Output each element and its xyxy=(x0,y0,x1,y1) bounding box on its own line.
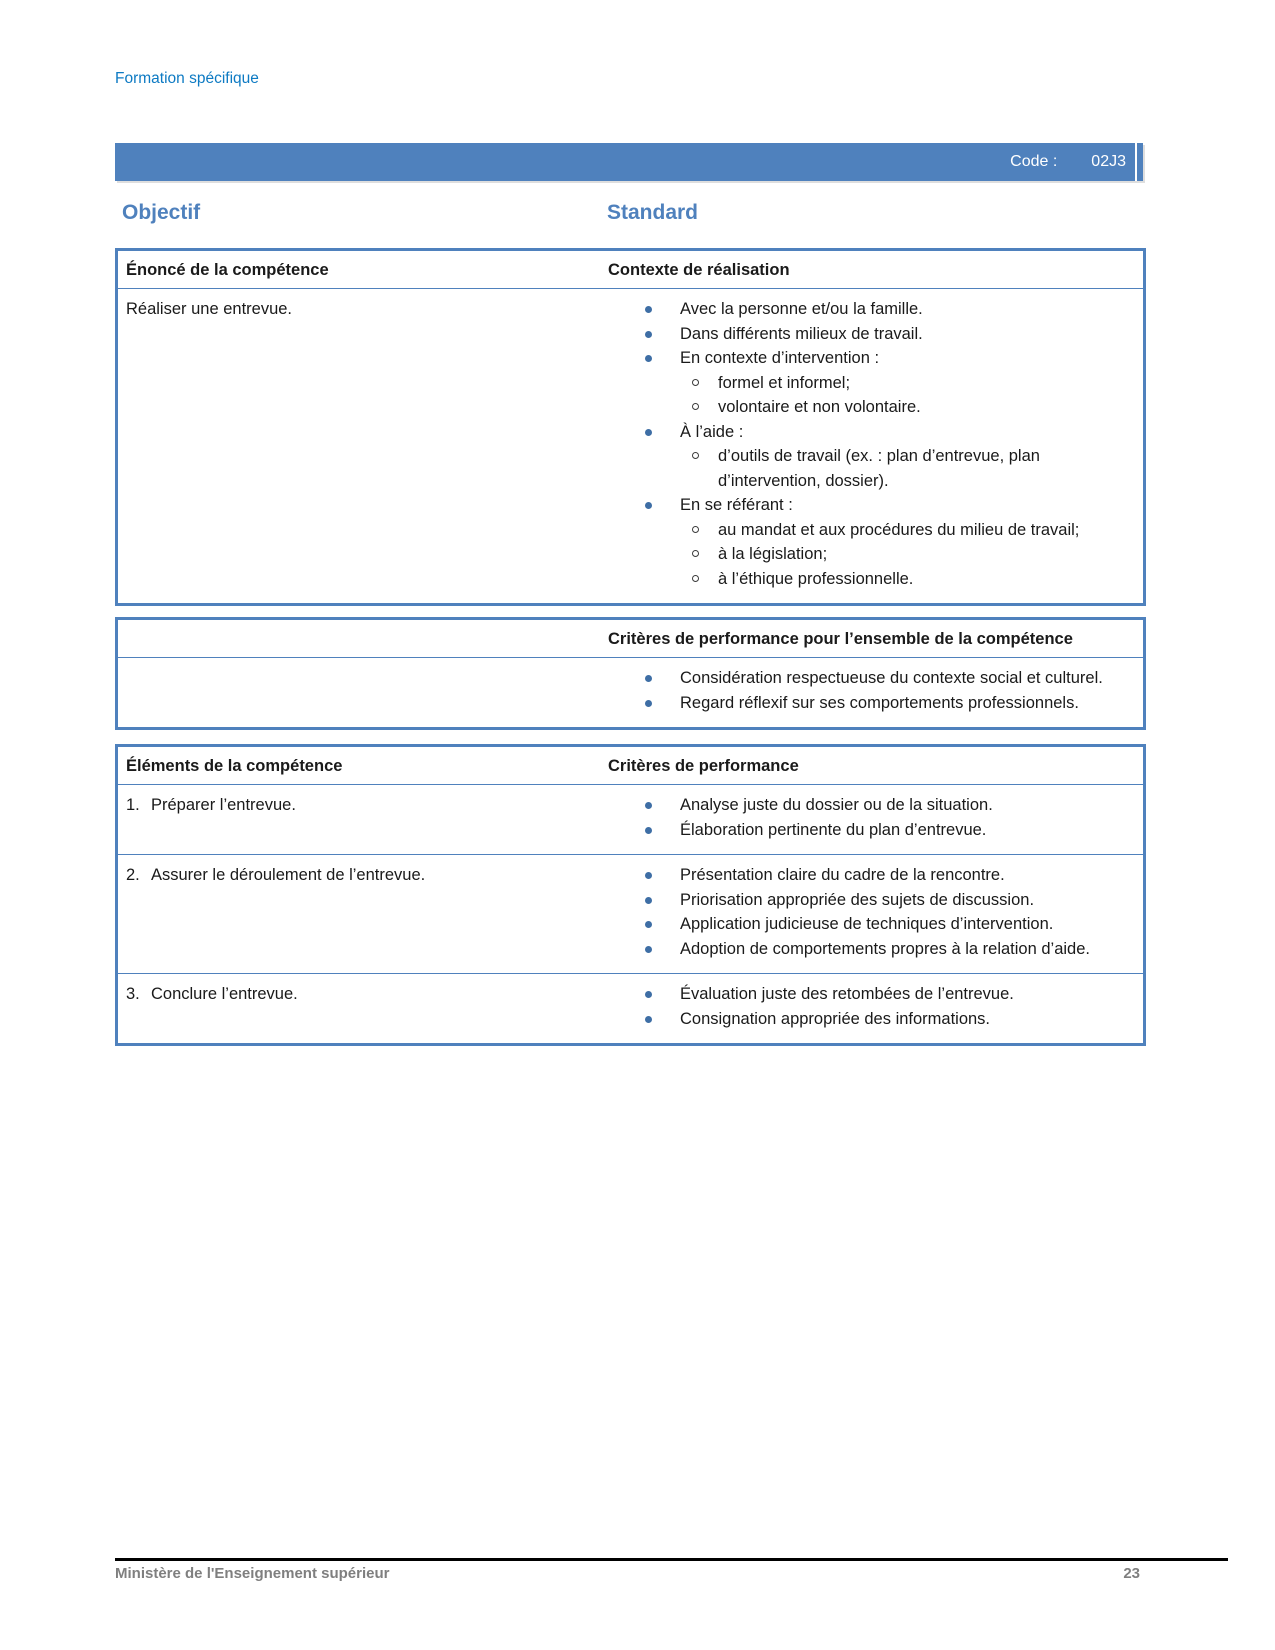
list-subitem: à l’éthique professionnelle. xyxy=(608,567,1131,592)
criteres-ensemble-list xyxy=(608,666,1131,715)
enonce-header-cell: Énoncé de la compétence xyxy=(118,251,600,289)
page-content xyxy=(115,143,1146,1046)
list-subitem: au mandat et aux procédures du milieu de travail; xyxy=(608,518,1131,543)
list-subitem: à la législation; xyxy=(608,542,1131,567)
list-item: Priorisation appropriée des sujets de discussion. xyxy=(608,888,1131,913)
criteria-cell-3 xyxy=(600,974,1143,1043)
criteria-cell-1 xyxy=(600,785,1143,855)
criteres-ensemble-header-cell: Critères de performance pour l’ensemble de la compétence xyxy=(600,620,1143,658)
list-item: Avec la personne et/ou la famille. xyxy=(608,297,1131,322)
list-item: Évaluation juste des retombées de l’entrevue. xyxy=(608,982,1131,1007)
list-item: Regard réflexif sur ses comportements professionnels. xyxy=(608,691,1131,716)
section-headings xyxy=(115,200,1146,226)
criteria-cell-2 xyxy=(600,855,1143,974)
footer-text: Ministère de l'Enseignement supérieur xyxy=(115,1565,390,1582)
element-text: Assurer le déroulement de l’entrevue. xyxy=(151,866,426,884)
criteres-ensemble-body-cell xyxy=(600,658,1143,727)
contexte-header-cell: Contexte de réalisation xyxy=(600,251,1143,289)
list-item: Consignation appropriée des informations. xyxy=(608,1007,1131,1032)
list-item: En contexte d’intervention : xyxy=(608,346,1131,371)
numbered-element xyxy=(126,793,588,818)
list-item: Application judicieuse de techniques d’intervention. xyxy=(608,912,1131,937)
list-item: Adoption de comportements propres à la relation d’aide. xyxy=(608,937,1131,962)
list-subitem: formel et informel; xyxy=(608,371,1131,396)
code-bar-divider xyxy=(1135,143,1137,181)
empty-body-cell xyxy=(118,658,600,727)
contexte-body-cell xyxy=(600,289,1143,603)
list-item: Élaboration pertinente du plan d’entrevue. xyxy=(608,818,1131,843)
table-enonce-competence xyxy=(115,248,1146,606)
numbered-element xyxy=(126,982,588,1007)
list-item: Présentation claire du cadre de la rencontre. xyxy=(608,863,1131,888)
element-number: 1. xyxy=(126,796,140,814)
list-item: Dans différents milieux de travail. xyxy=(608,322,1131,347)
objectif-heading: Objectif xyxy=(122,201,201,224)
list-subitem: volontaire et non volontaire. xyxy=(608,395,1131,420)
table-elements-competence xyxy=(115,744,1146,1046)
criteres-header-cell: Critères de performance xyxy=(600,747,1143,785)
element-text: Préparer l’entrevue. xyxy=(151,796,296,814)
criteria-list xyxy=(608,793,1131,842)
standard-heading: Standard xyxy=(607,201,699,224)
criteria-list xyxy=(608,863,1131,961)
numbered-element xyxy=(126,863,588,888)
enonce-body-cell xyxy=(118,289,600,603)
code-value: 02J3 xyxy=(1091,153,1126,170)
element-cell-1 xyxy=(118,785,600,855)
table-criteres-ensemble xyxy=(115,617,1146,730)
element-cell-3 xyxy=(118,974,600,1043)
list-item: Analyse juste du dossier ou de la situation. xyxy=(608,793,1131,818)
element-cell-2 xyxy=(118,855,600,974)
element-number: 3. xyxy=(126,985,140,1003)
empty-header-cell xyxy=(118,620,600,658)
code-label: Code : xyxy=(1010,153,1058,170)
enonce-text: Réaliser une entrevue. xyxy=(126,300,293,318)
page-number: 23 xyxy=(1123,1565,1140,1582)
contexte-list xyxy=(608,297,1131,591)
list-item: À l’aide : xyxy=(608,420,1131,445)
page-footer xyxy=(115,1558,1228,1582)
running-header: Formation spécifique xyxy=(115,70,259,87)
list-item: En se référant : xyxy=(608,493,1131,518)
code-bar xyxy=(115,143,1143,181)
element-text: Conclure l’entrevue. xyxy=(151,985,298,1003)
elements-header-cell: Éléments de la compétence xyxy=(118,747,600,785)
list-subitem: d’outils de travail (ex. : plan d’entrevue, plan d’intervention, dossier). xyxy=(608,444,1131,493)
criteria-list xyxy=(608,982,1131,1031)
list-item: Considération respectueuse du contexte social et culturel. xyxy=(608,666,1131,691)
element-number: 2. xyxy=(126,866,140,884)
